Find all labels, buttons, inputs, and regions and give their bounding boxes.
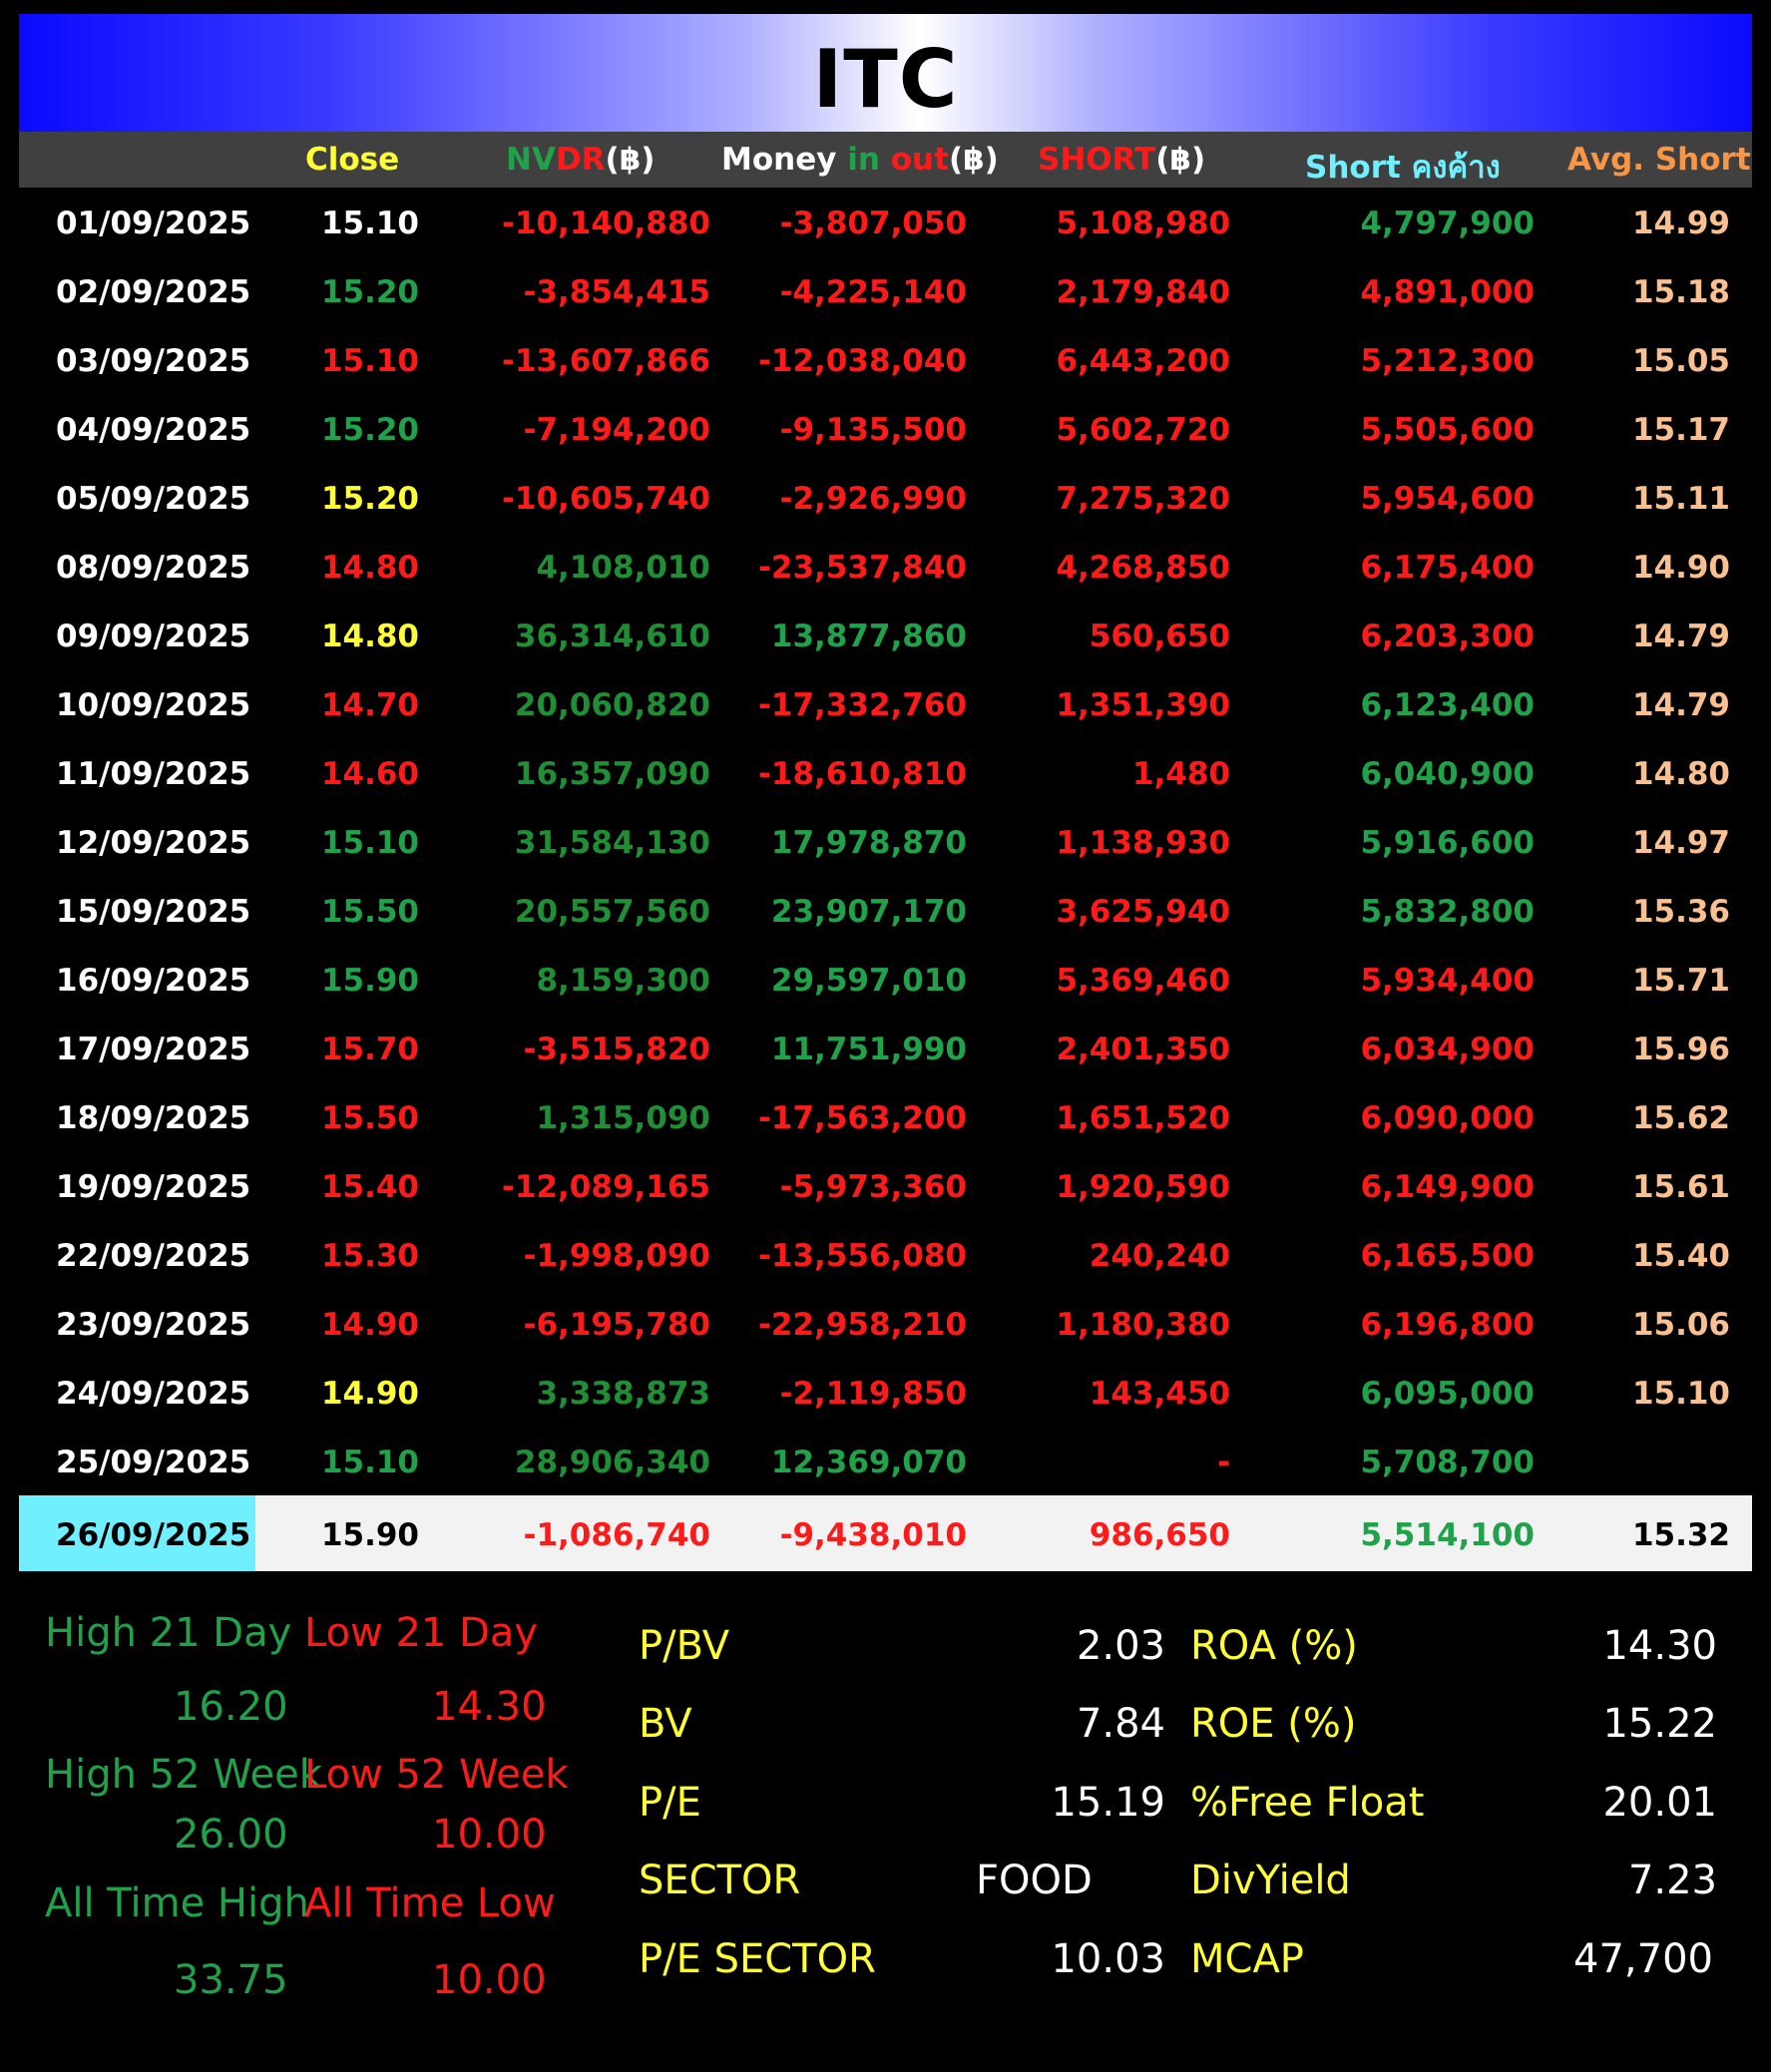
- row-nvdr: 28,906,340: [514, 1445, 710, 1480]
- pe-sector-label: P/E SECTOR: [639, 1936, 876, 1982]
- row-short: -: [1217, 1445, 1230, 1480]
- row-money: -13,556,080: [758, 1238, 967, 1274]
- row-avg-short: 15.17: [1631, 412, 1730, 448]
- row-short-remaining: 5,505,600: [1360, 412, 1535, 448]
- row-close: 14.80: [320, 550, 419, 586]
- row-short-remaining: 5,954,600: [1360, 481, 1535, 517]
- table-row: [0, 601, 1771, 669]
- table-row: [0, 669, 1771, 738]
- row-date: 09/09/2025: [56, 619, 251, 654]
- row-nvdr: 36,314,610: [514, 619, 710, 654]
- table-row: [0, 1151, 1771, 1220]
- row-nvdr: 31,584,130: [514, 825, 710, 861]
- free-float-label: %Free Float: [1190, 1780, 1425, 1826]
- row-avg-short: 14.79: [1631, 619, 1730, 654]
- latest-short: 986,650: [1089, 1517, 1230, 1553]
- table-row: [0, 325, 1771, 394]
- row-nvdr: -10,140,880: [502, 206, 710, 241]
- row-nvdr: -6,195,780: [523, 1307, 710, 1343]
- row-date: 18/09/2025: [56, 1100, 251, 1136]
- row-short-remaining: 4,891,000: [1360, 274, 1535, 310]
- row-avg-short: 15.62: [1631, 1100, 1730, 1136]
- table-row: [0, 1082, 1771, 1151]
- table-row: [0, 188, 1771, 256]
- row-date: 24/09/2025: [56, 1376, 251, 1412]
- row-short: 1,480: [1131, 756, 1230, 792]
- row-date: 17/09/2025: [56, 1032, 251, 1067]
- row-avg-short: 14.80: [1631, 756, 1730, 792]
- sector-label: SECTOR: [639, 1858, 801, 1903]
- bv-label: BV: [639, 1701, 692, 1747]
- row-short: 1,138,930: [1056, 825, 1230, 861]
- table-row: [0, 1358, 1771, 1427]
- row-date: 05/09/2025: [56, 481, 251, 517]
- row-close: 15.50: [320, 894, 419, 930]
- row-nvdr: -7,194,200: [523, 412, 710, 448]
- row-close: 15.40: [320, 1169, 419, 1205]
- table-row: [0, 256, 1771, 325]
- latest-close: 15.90: [320, 1517, 419, 1553]
- row-date: 04/09/2025: [56, 412, 251, 448]
- table-row: [0, 876, 1771, 945]
- row-close: 15.90: [320, 963, 419, 999]
- row-short: 1,351,390: [1056, 687, 1230, 723]
- mcap-value: 47,700: [1573, 1936, 1713, 1982]
- row-money: -12,038,040: [758, 343, 967, 379]
- latest-row: [19, 1495, 1752, 1571]
- row-short-remaining: 6,175,400: [1360, 550, 1535, 586]
- roa-label: ROA (%): [1190, 1623, 1358, 1669]
- table-row: [0, 1014, 1771, 1082]
- low-52-week-value: 10.00: [432, 1812, 547, 1858]
- sector-value: FOOD: [976, 1858, 1093, 1903]
- header-nvdr: NVDR(฿): [506, 142, 656, 178]
- row-money: 13,877,860: [770, 619, 967, 654]
- row-date: 03/09/2025: [56, 343, 251, 379]
- row-money: -2,119,850: [779, 1376, 967, 1412]
- pe-sector-value: 10.03: [1051, 1936, 1165, 1982]
- pbv-label: P/BV: [639, 1623, 730, 1669]
- row-close: 14.90: [320, 1307, 419, 1343]
- row-date: 12/09/2025: [56, 825, 251, 861]
- row-nvdr: -12,089,165: [502, 1169, 710, 1205]
- table-row: [0, 1289, 1771, 1358]
- row-short-remaining: 5,934,400: [1360, 963, 1535, 999]
- row-avg-short: 15.18: [1631, 274, 1730, 310]
- row-short: 2,401,350: [1056, 1032, 1230, 1067]
- row-money: 12,369,070: [770, 1445, 967, 1480]
- row-money: -4,225,140: [779, 274, 967, 310]
- high-21-day-value: 16.20: [174, 1684, 288, 1730]
- row-short-remaining: 6,095,000: [1360, 1376, 1535, 1412]
- row-nvdr: -1,998,090: [523, 1238, 710, 1274]
- stock-title: ITC: [812, 33, 959, 126]
- roe-value: 15.22: [1602, 1701, 1717, 1747]
- high-21-day-label: High 21 Day: [45, 1610, 292, 1656]
- low-52-week-label: Low 52 Week: [304, 1752, 569, 1798]
- row-date: 10/09/2025: [56, 687, 251, 723]
- pbv-value: 2.03: [1076, 1623, 1165, 1669]
- row-nvdr: 16,357,090: [514, 756, 710, 792]
- row-close: 14.80: [320, 619, 419, 654]
- table-row: [0, 394, 1771, 463]
- row-avg-short: 15.10: [1631, 1376, 1730, 1412]
- row-avg-short: 15.05: [1631, 343, 1730, 379]
- all-time-high-value: 33.75: [174, 1957, 288, 2003]
- row-money: -5,973,360: [779, 1169, 967, 1205]
- row-nvdr: 20,060,820: [514, 687, 710, 723]
- row-short: 2,179,840: [1056, 274, 1230, 310]
- free-float-value: 20.01: [1602, 1780, 1717, 1826]
- title-banner: [19, 14, 1752, 132]
- header-short: SHORT(฿): [1038, 142, 1206, 178]
- header-money: Money in out(฿): [721, 142, 999, 178]
- row-date: 11/09/2025: [56, 756, 251, 792]
- row-short-remaining: 6,203,300: [1360, 619, 1535, 654]
- row-short-remaining: 6,090,000: [1360, 1100, 1535, 1136]
- row-nvdr: 4,108,010: [536, 550, 710, 586]
- row-nvdr: -3,515,820: [523, 1032, 710, 1067]
- row-close: 15.20: [320, 274, 419, 310]
- row-short: 3,625,940: [1056, 894, 1230, 930]
- row-close: 14.90: [320, 1376, 419, 1412]
- latest-nvdr: -1,086,740: [523, 1517, 710, 1553]
- header-close: Close: [305, 142, 400, 178]
- data-table: [0, 188, 1771, 1495]
- row-short: 5,108,980: [1056, 206, 1230, 241]
- row-date: 25/09/2025: [56, 1445, 251, 1480]
- bv-value: 7.84: [1076, 1701, 1165, 1747]
- row-avg-short: 15.61: [1631, 1169, 1730, 1205]
- row-short: 1,920,590: [1056, 1169, 1230, 1205]
- row-short-remaining: 5,212,300: [1360, 343, 1535, 379]
- row-avg-short: 15.11: [1631, 481, 1730, 517]
- latest-avg-short: 15.32: [1631, 1517, 1730, 1553]
- row-close: 15.70: [320, 1032, 419, 1067]
- row-money: 23,907,170: [770, 894, 967, 930]
- row-money: -17,332,760: [758, 687, 967, 723]
- row-avg-short: 14.90: [1631, 550, 1730, 586]
- low-21-day-label: Low 21 Day: [304, 1610, 539, 1656]
- row-money: -2,926,990: [779, 481, 967, 517]
- table-row: [0, 1220, 1771, 1289]
- row-short: 560,650: [1089, 619, 1230, 654]
- row-nvdr: -13,607,866: [502, 343, 710, 379]
- row-date: 02/09/2025: [56, 274, 251, 310]
- table-row: [0, 807, 1771, 876]
- row-short-remaining: 5,708,700: [1360, 1445, 1535, 1480]
- row-short-remaining: 6,040,900: [1360, 756, 1535, 792]
- row-avg-short: 15.36: [1631, 894, 1730, 930]
- row-money: -18,610,810: [758, 756, 967, 792]
- row-nvdr: 1,315,090: [536, 1100, 710, 1136]
- row-money: -17,563,200: [758, 1100, 967, 1136]
- divyield-label: DivYield: [1190, 1858, 1351, 1903]
- row-nvdr: 3,338,873: [536, 1376, 710, 1412]
- row-short-remaining: 4,797,900: [1360, 206, 1535, 241]
- row-date: 19/09/2025: [56, 1169, 251, 1205]
- row-money: 17,978,870: [770, 825, 967, 861]
- low-21-day-value: 14.30: [432, 1684, 547, 1730]
- row-date: 01/09/2025: [56, 206, 251, 241]
- row-close: 15.20: [320, 481, 419, 517]
- row-date: 15/09/2025: [56, 894, 251, 930]
- row-short: 4,268,850: [1056, 550, 1230, 586]
- row-close: 15.20: [320, 412, 419, 448]
- row-close: 15.30: [320, 1238, 419, 1274]
- row-avg-short: 14.79: [1631, 687, 1730, 723]
- row-nvdr: -3,854,415: [523, 274, 710, 310]
- latest-date: 26/09/2025: [56, 1517, 251, 1553]
- row-money: -3,807,050: [779, 206, 967, 241]
- roa-value: 14.30: [1602, 1623, 1717, 1669]
- row-avg-short: 15.96: [1631, 1032, 1730, 1067]
- row-avg-short: 15.71: [1631, 963, 1730, 999]
- high-52-week-value: 26.00: [174, 1812, 288, 1858]
- row-nvdr: -10,605,740: [502, 481, 710, 517]
- roe-label: ROE (%): [1190, 1701, 1357, 1747]
- row-short-remaining: 6,034,900: [1360, 1032, 1535, 1067]
- header-short-remaining: Short คงค้าง: [1305, 150, 1501, 186]
- row-date: 16/09/2025: [56, 963, 251, 999]
- table-row: [0, 463, 1771, 532]
- row-nvdr: 20,557,560: [514, 894, 710, 930]
- row-short: 1,651,520: [1056, 1100, 1230, 1136]
- row-short-remaining: 6,196,800: [1360, 1307, 1535, 1343]
- row-short: 7,275,320: [1056, 481, 1230, 517]
- row-avg-short: 14.97: [1631, 825, 1730, 861]
- mcap-label: MCAP: [1190, 1936, 1304, 1982]
- pe-label: P/E: [639, 1780, 701, 1826]
- header-avg-short: Avg. Short: [1567, 142, 1751, 178]
- row-short-remaining: 5,916,600: [1360, 825, 1535, 861]
- table-row: [0, 945, 1771, 1014]
- row-close: 14.60: [320, 756, 419, 792]
- all-time-high-label: All Time High: [45, 1880, 309, 1926]
- row-close: 15.10: [320, 206, 419, 241]
- pe-value: 15.19: [1051, 1780, 1165, 1826]
- row-short: 5,602,720: [1056, 412, 1230, 448]
- divyield-value: 7.23: [1627, 1858, 1717, 1903]
- row-avg-short: 15.40: [1631, 1238, 1730, 1274]
- row-avg-short: 14.99: [1631, 206, 1730, 241]
- row-short: 143,450: [1089, 1376, 1230, 1412]
- row-close: 15.10: [320, 1445, 419, 1480]
- row-close: 15.10: [320, 343, 419, 379]
- row-money: 11,751,990: [770, 1032, 967, 1067]
- row-close: 14.70: [320, 687, 419, 723]
- row-avg-short: 15.06: [1631, 1307, 1730, 1343]
- row-close: 15.10: [320, 825, 419, 861]
- row-close: 15.50: [320, 1100, 419, 1136]
- latest-money: -9,438,010: [779, 1517, 967, 1553]
- row-short: 240,240: [1089, 1238, 1230, 1274]
- row-short: 5,369,460: [1056, 963, 1230, 999]
- row-short-remaining: 6,149,900: [1360, 1169, 1535, 1205]
- row-short: 6,443,200: [1056, 343, 1230, 379]
- row-money: -23,537,840: [758, 550, 967, 586]
- row-short-remaining: 6,165,500: [1360, 1238, 1535, 1274]
- row-short-remaining: 5,832,800: [1360, 894, 1535, 930]
- row-date: 23/09/2025: [56, 1307, 251, 1343]
- row-short: 1,180,380: [1056, 1307, 1230, 1343]
- row-short-remaining: 6,123,400: [1360, 687, 1535, 723]
- high-52-week-label: High 52 Week: [45, 1752, 322, 1798]
- row-money: -22,958,210: [758, 1307, 967, 1343]
- row-nvdr: 8,159,300: [536, 963, 710, 999]
- table-row: [0, 532, 1771, 601]
- table-row: [0, 738, 1771, 807]
- row-money: -9,135,500: [779, 412, 967, 448]
- all-time-low-label: All Time Low: [304, 1880, 556, 1926]
- row-date: 08/09/2025: [56, 550, 251, 586]
- row-date: 22/09/2025: [56, 1238, 251, 1274]
- table-header: [19, 132, 1752, 188]
- latest-short-remaining: 5,514,100: [1360, 1517, 1535, 1553]
- table-row: [0, 1427, 1771, 1495]
- row-money: 29,597,010: [770, 963, 967, 999]
- all-time-low-value: 10.00: [432, 1957, 547, 2003]
